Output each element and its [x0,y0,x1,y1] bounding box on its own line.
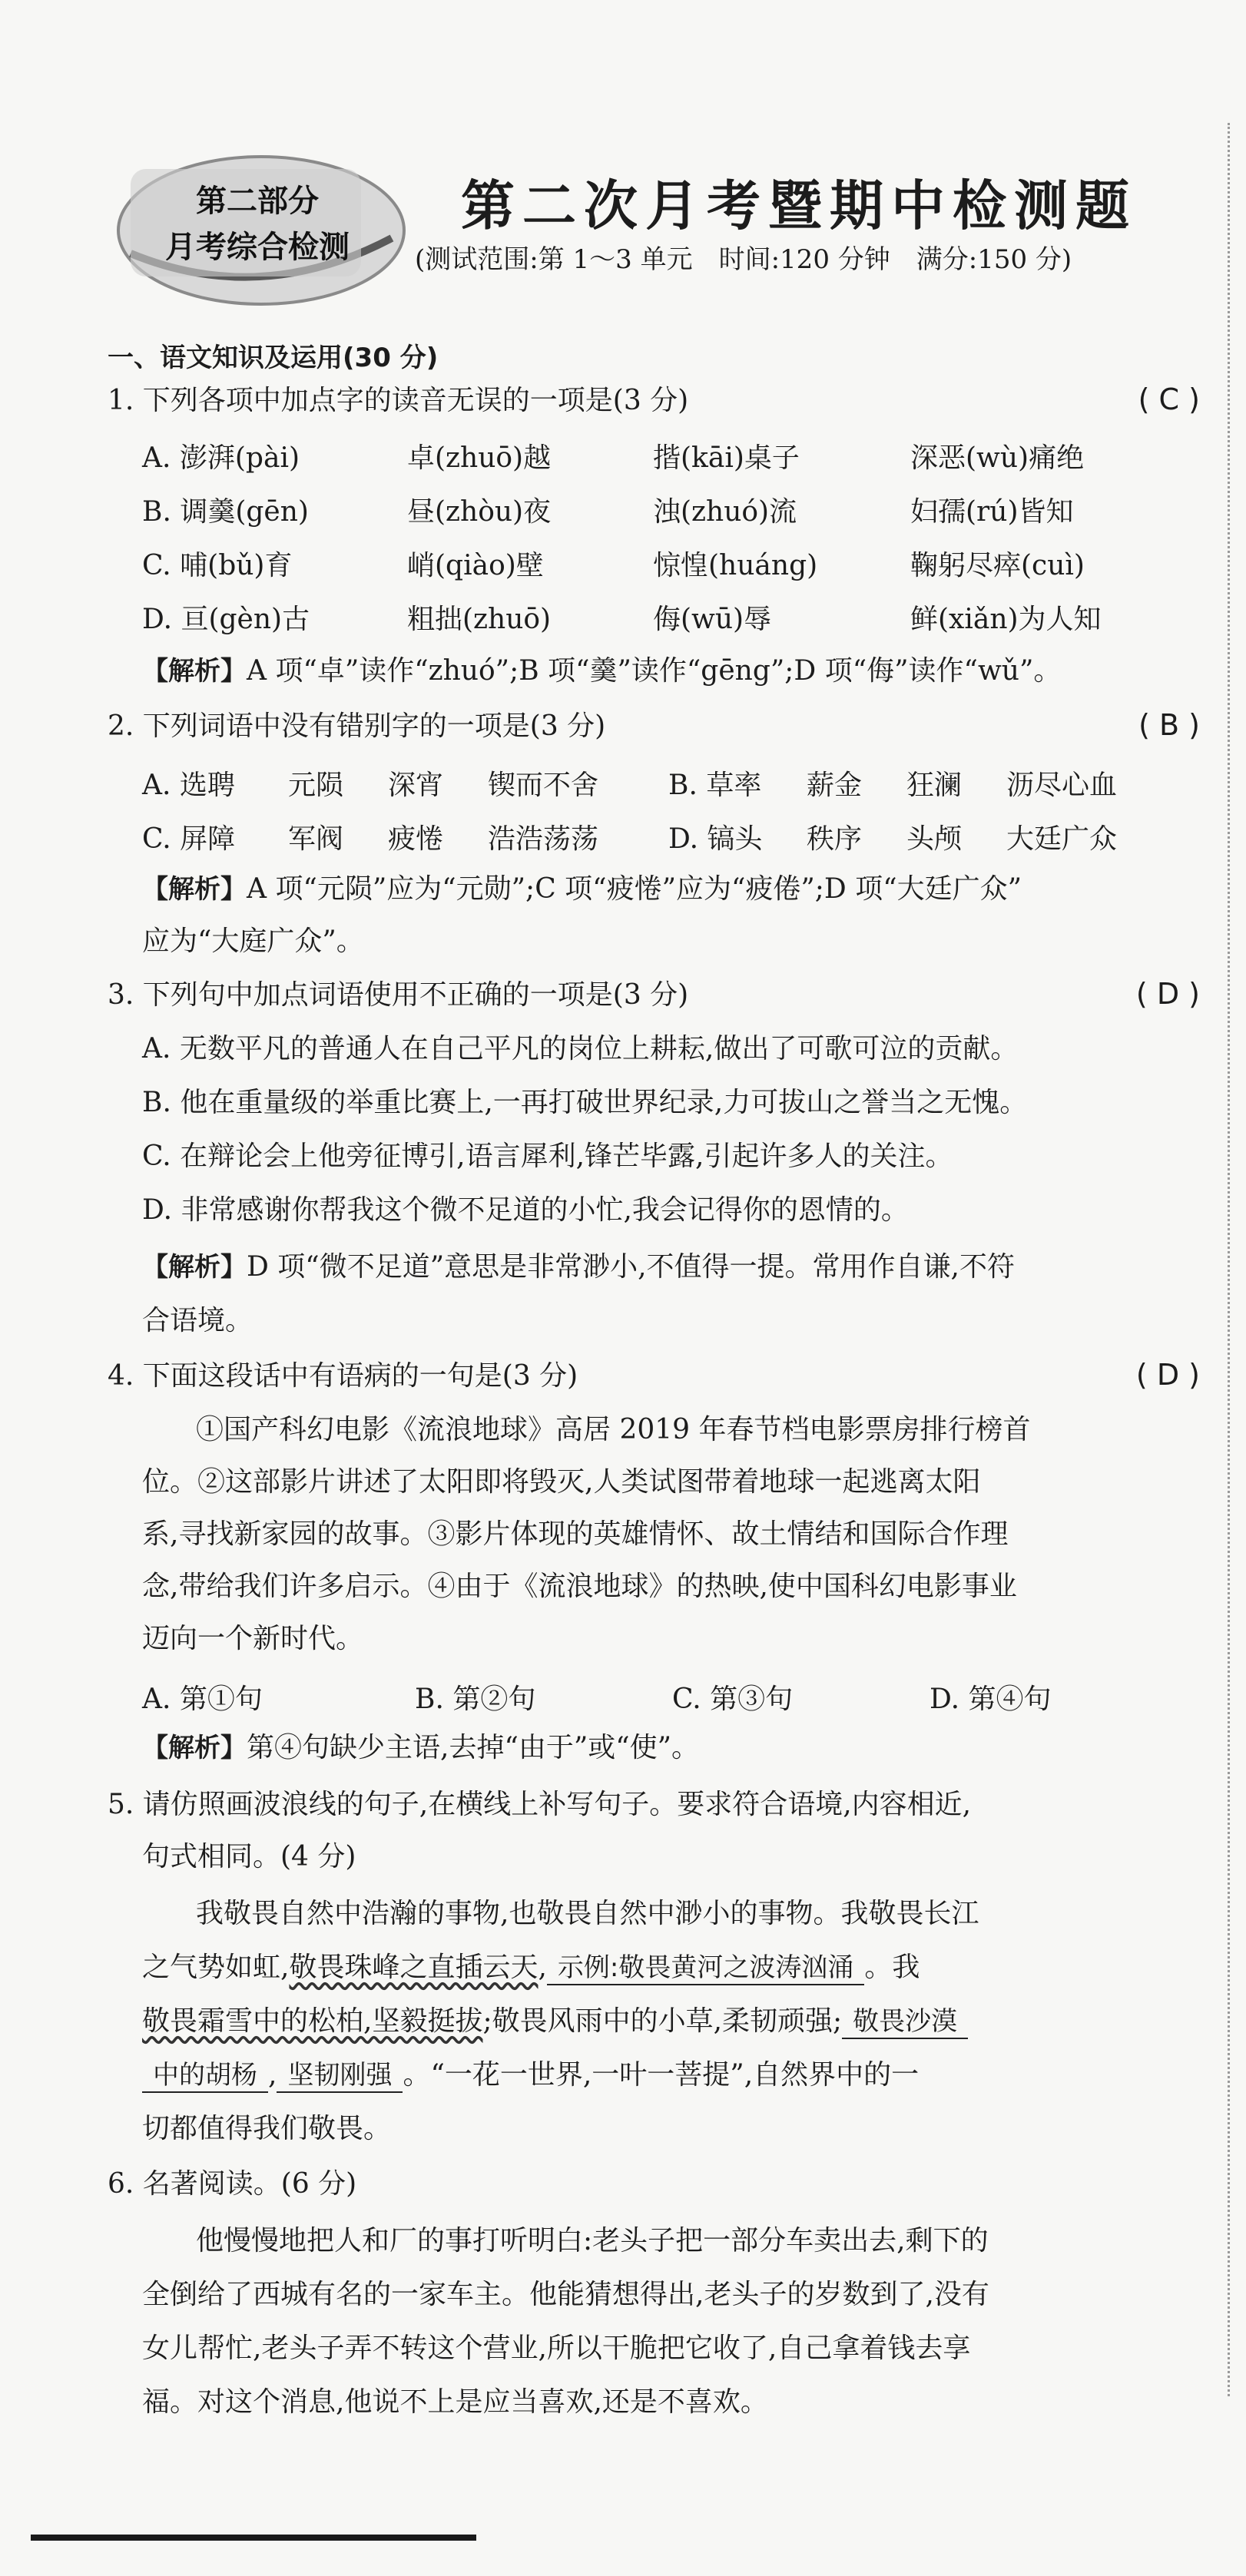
q2-analysis [142,872,1246,906]
q5-text: 。“一花一世界,一叶一菩提”,自然界中的一 [403,2059,920,2091]
q2-option: 沥尽心血 [1006,770,1118,801]
q5-passage-line [142,2005,1246,2039]
q2-option: 头颅 [906,823,963,855]
q2-option: C. 屏障 [142,823,236,855]
q4-passage-line: 系,寻找新家园的故事。③影片体现的英雄情怀、故土情结和国际合作理 [142,1518,1009,1550]
q4-analysis [142,1731,1246,1764]
q1-option: 卓(zhuō)越 [407,442,552,474]
page-bottom-bar [31,2535,476,2541]
q6-passage-line: 女儿帮忙,老头子弄不转这个营业,所以干脆把它收了,自己拿着钱去享 [142,2333,971,2364]
q5-passage-line: 切都值得我们敬畏。 [142,2113,392,2144]
q2-option: A. 选聘 [142,770,235,801]
q1-option: 峭(qiào)壁 [407,550,544,581]
analysis-text: 第④句缺少主语,去掉“由于”或“使”。 [247,1732,700,1763]
analysis-tag: 【解析】 [142,1733,247,1763]
q3-option: C. 在辩论会上他旁征博引,语言犀利,锋芒毕露,引起许多人的关注。 [142,1141,953,1172]
q6-passage-line: 他慢慢地把人和厂的事打听明白:老头子把一部分车卖出去,剩下的 [196,2225,989,2256]
q4-passage-line: 念,带给我们许多启示。④由于《流浪地球》的热映,使中国科幻电影事业 [142,1571,1017,1602]
q2-option: 军阀 [288,823,344,855]
q1-stem: 1. 下列各项中加点字的读音无误的一项是(3 分) [108,385,689,416]
q3-option: B. 他在重量级的举重比赛上,一再打破世界纪录,力可拔山之誉当之无愧。 [142,1087,1028,1118]
q5-wavy-sentence: 敬畏霜雪中的松柏,坚毅挺拔 [142,2005,483,2037]
analysis-text: A 项“卓”读作“zhuó”;B 项“羹”读作“gēng”;D 项“侮”读作“wǔ”。 [247,655,1062,687]
q4-passage-line: 位。②这部影片讲述了太阳即将毁灭,人类试图带着地球一起逃离太阳 [142,1466,981,1498]
q5-text: 。我 [864,1952,920,1983]
q1-option: C. 哺(bǔ)育 [142,550,293,581]
q3-analysis [142,1250,1246,1283]
q2-option: 疲惓 [388,823,444,855]
badge-line-2: 月考综合检测 [165,230,350,265]
q3-analysis-cont: 合语境。 [142,1305,254,1336]
section-badge [115,154,407,307]
q5-fill-answer: 中的胡杨 [142,2060,268,2093]
q2-option: 锲而不舍 [488,770,599,801]
q1-option: 惊惶(huáng) [653,550,818,581]
q4-answer: ( D ) [1135,1358,1200,1392]
q2-option: 秩序 [807,823,863,855]
q5-stem: 5. 请仿照画波浪线的句子,在横线上补写句子。要求符合语境,内容相近, [108,1789,972,1820]
analysis-text: D 项“微不足道”意思是非常渺小,不值得一提。常用作自谦,不符 [247,1251,1016,1283]
q2-analysis-cont: 应为“大庭广众”。 [142,925,364,957]
q2-option: 深宵 [388,770,444,801]
q4-option: A. 第①句 [142,1684,263,1715]
q3-stem: 3. 下列句中加点词语使用不正确的一项是(3 分) [108,979,689,1011]
q1-option: 鞠躬尽瘁(cuì) [910,550,1085,581]
q1-option: 妇孺(rú)皆知 [910,496,1074,528]
q5-text: , [268,2059,277,2091]
q5-wavy-sentence: 敬畏珠峰之直插云天 [289,1952,538,1983]
q2-option: 大廷广众 [1006,823,1118,855]
q5-fill-answer: 敬畏沙漠 [842,2006,968,2039]
q1-option: 昼(zhòu)夜 [407,496,552,528]
badge-line-1: 第二部分 [196,184,319,219]
q4-option: C. 第③句 [672,1684,794,1715]
q5-text: , [538,1952,547,1983]
q6-stem: 6. 名著阅读。(6 分) [108,2168,357,2200]
q5-passage-line: 我敬畏自然中浩瀚的事物,也敬畏自然中渺小的事物。我敬畏长江 [196,1898,979,1929]
q5-fill-answer: 示例:敬畏黄河之波涛汹涌 [547,1952,864,1985]
q1-option: 揩(kāi)桌子 [653,442,800,474]
q1-option: D. 亘(gèn)古 [142,604,310,635]
test-scope: (测试范围:第 1～3 单元 时间:120 分钟 满分:150 分) [415,244,1072,275]
q1-option: 粗拙(zhuō) [407,604,552,635]
analysis-tag: 【解析】 [142,1252,247,1283]
q5-fill-answer: 坚韧刚强 [277,2060,403,2093]
q2-option: 狂澜 [906,770,963,801]
q5-stem-cont: 句式相同。(4 分) [142,1841,356,1872]
analysis-tag: 【解析】 [142,656,247,687]
q5-text: 之气势如虹, [142,1952,290,1983]
q3-option: A. 无数平凡的普通人在自己平凡的岗位上耕耘,做出了可歌可泣的贡献。 [142,1033,1019,1065]
q4-passage-line: 迈向一个新时代。 [142,1623,364,1654]
q1-analysis [142,654,1246,687]
q2-stem: 2. 下列词语中没有错别字的一项是(3 分) [108,710,606,742]
q2-option: 元陨 [288,770,344,801]
q4-option: B. 第②句 [415,1684,536,1715]
q4-stem: 4. 下面这段话中有语病的一句是(3 分) [108,1360,578,1392]
q1-option: B. 调羹(gēn) [142,496,309,528]
q1-option: 深恶(wù)痛绝 [910,442,1085,474]
q1-option: A. 澎湃(pài) [142,442,300,474]
q5-passage-line [142,1951,1246,1985]
page-title: 第二次月考暨期中检测题 [461,174,1137,237]
q1-answer: ( C ) [1138,382,1200,416]
q2-option: B. 草率 [668,770,762,801]
analysis-tag: 【解析】 [142,874,247,905]
q1-option: 浊(zhuó)流 [653,496,797,528]
q3-answer: ( D ) [1135,977,1200,1011]
q4-passage-line: ①国产科幻电影《流浪地球》高居 2019 年春节档电影票房排行榜首 [196,1414,1031,1445]
q6-passage-line: 全倒给了西城有名的一家车主。他能猜想得出,老头子的岁数到了,没有 [142,2279,989,2310]
q6-passage-line: 福。对这个消息,他说不上是应当喜欢,还是不喜欢。 [142,2386,768,2418]
q5-text: ;敬畏风雨中的小草,柔韧顽强; [482,2005,843,2037]
q3-option: D. 非常感谢你帮我这个微不足道的小忙,我会记得你的恩情的。 [142,1194,909,1226]
analysis-text: A 项“元陨”应为“元勋”;C 项“疲惓”应为“疲倦”;D 项“大廷广众” [247,873,1022,905]
section-heading: 一、语文知识及运用(30 分) [108,343,439,373]
q1-option: 侮(wū)辱 [653,604,772,635]
q1-option: 鲜(xiǎn)为人知 [910,604,1102,635]
q2-option: 薪金 [807,770,863,801]
q2-option: D. 镐头 [668,823,763,855]
q4-option: D. 第④句 [930,1684,1052,1715]
q2-answer: ( B ) [1138,708,1200,742]
q5-passage-line [142,2058,1246,2093]
q2-option: 浩浩荡荡 [488,823,599,855]
